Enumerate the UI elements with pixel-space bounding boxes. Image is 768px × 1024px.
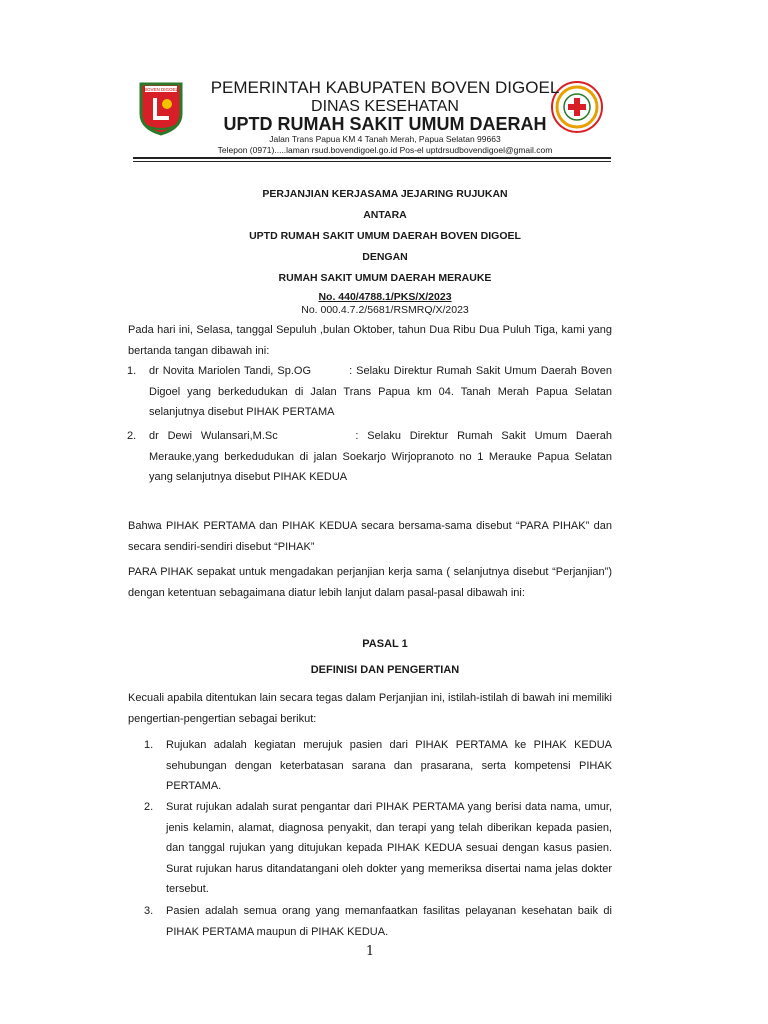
- agreement-number-second: No. 000.4.7.2/5681/RSMRQ/X/2023: [301, 304, 469, 316]
- letterhead-contact: Telepon (0971).....laman rsud.bovendigoel.go.id Pos-el uptdrsudbovendigoel@gmail.com: [217, 145, 553, 155]
- pasal-label: PASAL 1: [362, 638, 408, 650]
- pasal-intro: Kecuali apabila ditentukan lain secara tegas dalam Perjanjian ini, istilah-istilah di bawah ini memiliki pengertian-pengertian sebagai berikut:: [128, 692, 612, 725]
- agreement-number-first: No. 440/4788.1/PKS/X/2023: [318, 291, 452, 303]
- opening-paragraph: Pada hari ini, Selasa, tanggal Sepuluh ,bulan Oktober, tahun Dua Ribu Dua Puluh Tiga, kami yang bertanda tangan dibawah ini:: [128, 324, 612, 357]
- letterhead-department: DINAS KESEHATAN: [311, 98, 459, 115]
- title-between: ANTARA: [363, 209, 407, 221]
- title-first-party: UPTD RUMAH SAKIT UMUM DAERAH BOVEN DIGOEL: [249, 230, 521, 242]
- definition-text: Rujukan adalah kegiatan merujuk pasien dari PIHAK PERTAMA ke PIHAK KEDUA sehubungan dengan keterbatasan sarana dan prasarana, serta kompetensi PIHAK PERTAMA.: [166, 739, 612, 792]
- letterhead-institution: UPTD RUMAH SAKIT UMUM DAERAH: [223, 114, 547, 134]
- party-name: dr Novita Mariolen Tandi, Sp.OG: [149, 365, 312, 377]
- party-item-number: 1.: [127, 365, 137, 377]
- definition-item-3: [144, 901, 612, 942]
- para-bahwa: Bahwa PIHAK PERTAMA dan PIHAK KEDUA secara bersama-sama disebut “PARA PIHAK” dan secara sendiri-sendiri disebut “PIHAK”: [128, 520, 612, 553]
- title-second-party: RUMAH SAKIT UMUM DAERAH MERAUKE: [278, 272, 492, 284]
- party-item-1: [127, 361, 612, 423]
- definition-number: 1.: [144, 739, 154, 751]
- letterhead-government: PEMERINTAH KABUPATEN BOVEN DIGOEL: [210, 78, 560, 97]
- letterhead-divider-thick: [133, 157, 611, 159]
- definition-item-2: [144, 797, 612, 900]
- page-number: 1: [365, 944, 375, 959]
- party-item-2: [127, 426, 612, 488]
- letterhead-divider-thin: [133, 161, 611, 162]
- pasal-heading: DEFINISI DAN PENGERTIAN: [310, 664, 460, 676]
- definition-number: 3.: [144, 905, 154, 917]
- para-sepakat: PARA PIHAK sepakat untuk mengadakan perjanjian kerja sama ( selanjutnya disebut “Perjanjian”) dengan ketentuan sebagaimana diatur lebih lanjut dalam pasal-pasal dibawah ini:: [128, 566, 612, 599]
- party-description: : Selaku Direktur Rumah Sakit Umum Daerah Boven Digoel yang berkedudukan di Jalan Trans Papua km 04. Tanah Merah Papua Selatan selanjutnya disebut PIHAK PERTAMA: [149, 365, 612, 418]
- agreement-title: PERJANJIAN KERJASAMA JEJARING RUJUKAN: [262, 188, 508, 200]
- party-name: dr Dewi Wulansari,M.Sc: [149, 430, 278, 442]
- definition-text: Surat rujukan adalah surat pengantar dari PIHAK PERTAMA yang berisi data nama, umur, jenis kelamin, alamat, diagnosa penyakit, dan terapi yang telah diberikan kepada pasien, dan tanggal rujukan yang ditujukan kepada PIHAK KEDUA sesuai dengan kasus pasien. Surat rujukan harus ditandatangani oleh dokter yang memeriksa disertai nama jelas dokter tersebut.: [166, 801, 612, 895]
- letterhead-address: Jalan Trans Papua KM 4 Tanah Merah, Papua Selatan 99663: [269, 134, 501, 144]
- definition-number: 2.: [144, 801, 154, 813]
- definition-text: Pasien adalah semua orang yang memanfaatkan fasilitas pelayanan kesehatan baik di PIHAK PERTAMA maupun di PIHAK KEDUA.: [166, 905, 612, 938]
- emblem-banner-text: BOVEN DIGOEL: [143, 87, 179, 92]
- party-item-number: 2.: [127, 430, 137, 442]
- party-description: : Selaku Direktur Rumah Sakit Umum Daerah Merauke,yang berkedudukan di jalan Soekarjo Wirjopranoto no 1 Merauke Papua Selatan yang selanjutnya disebut PIHAK KEDUA: [149, 430, 612, 483]
- title-with: DENGAN: [362, 251, 408, 263]
- definition-item-1: [144, 735, 612, 797]
